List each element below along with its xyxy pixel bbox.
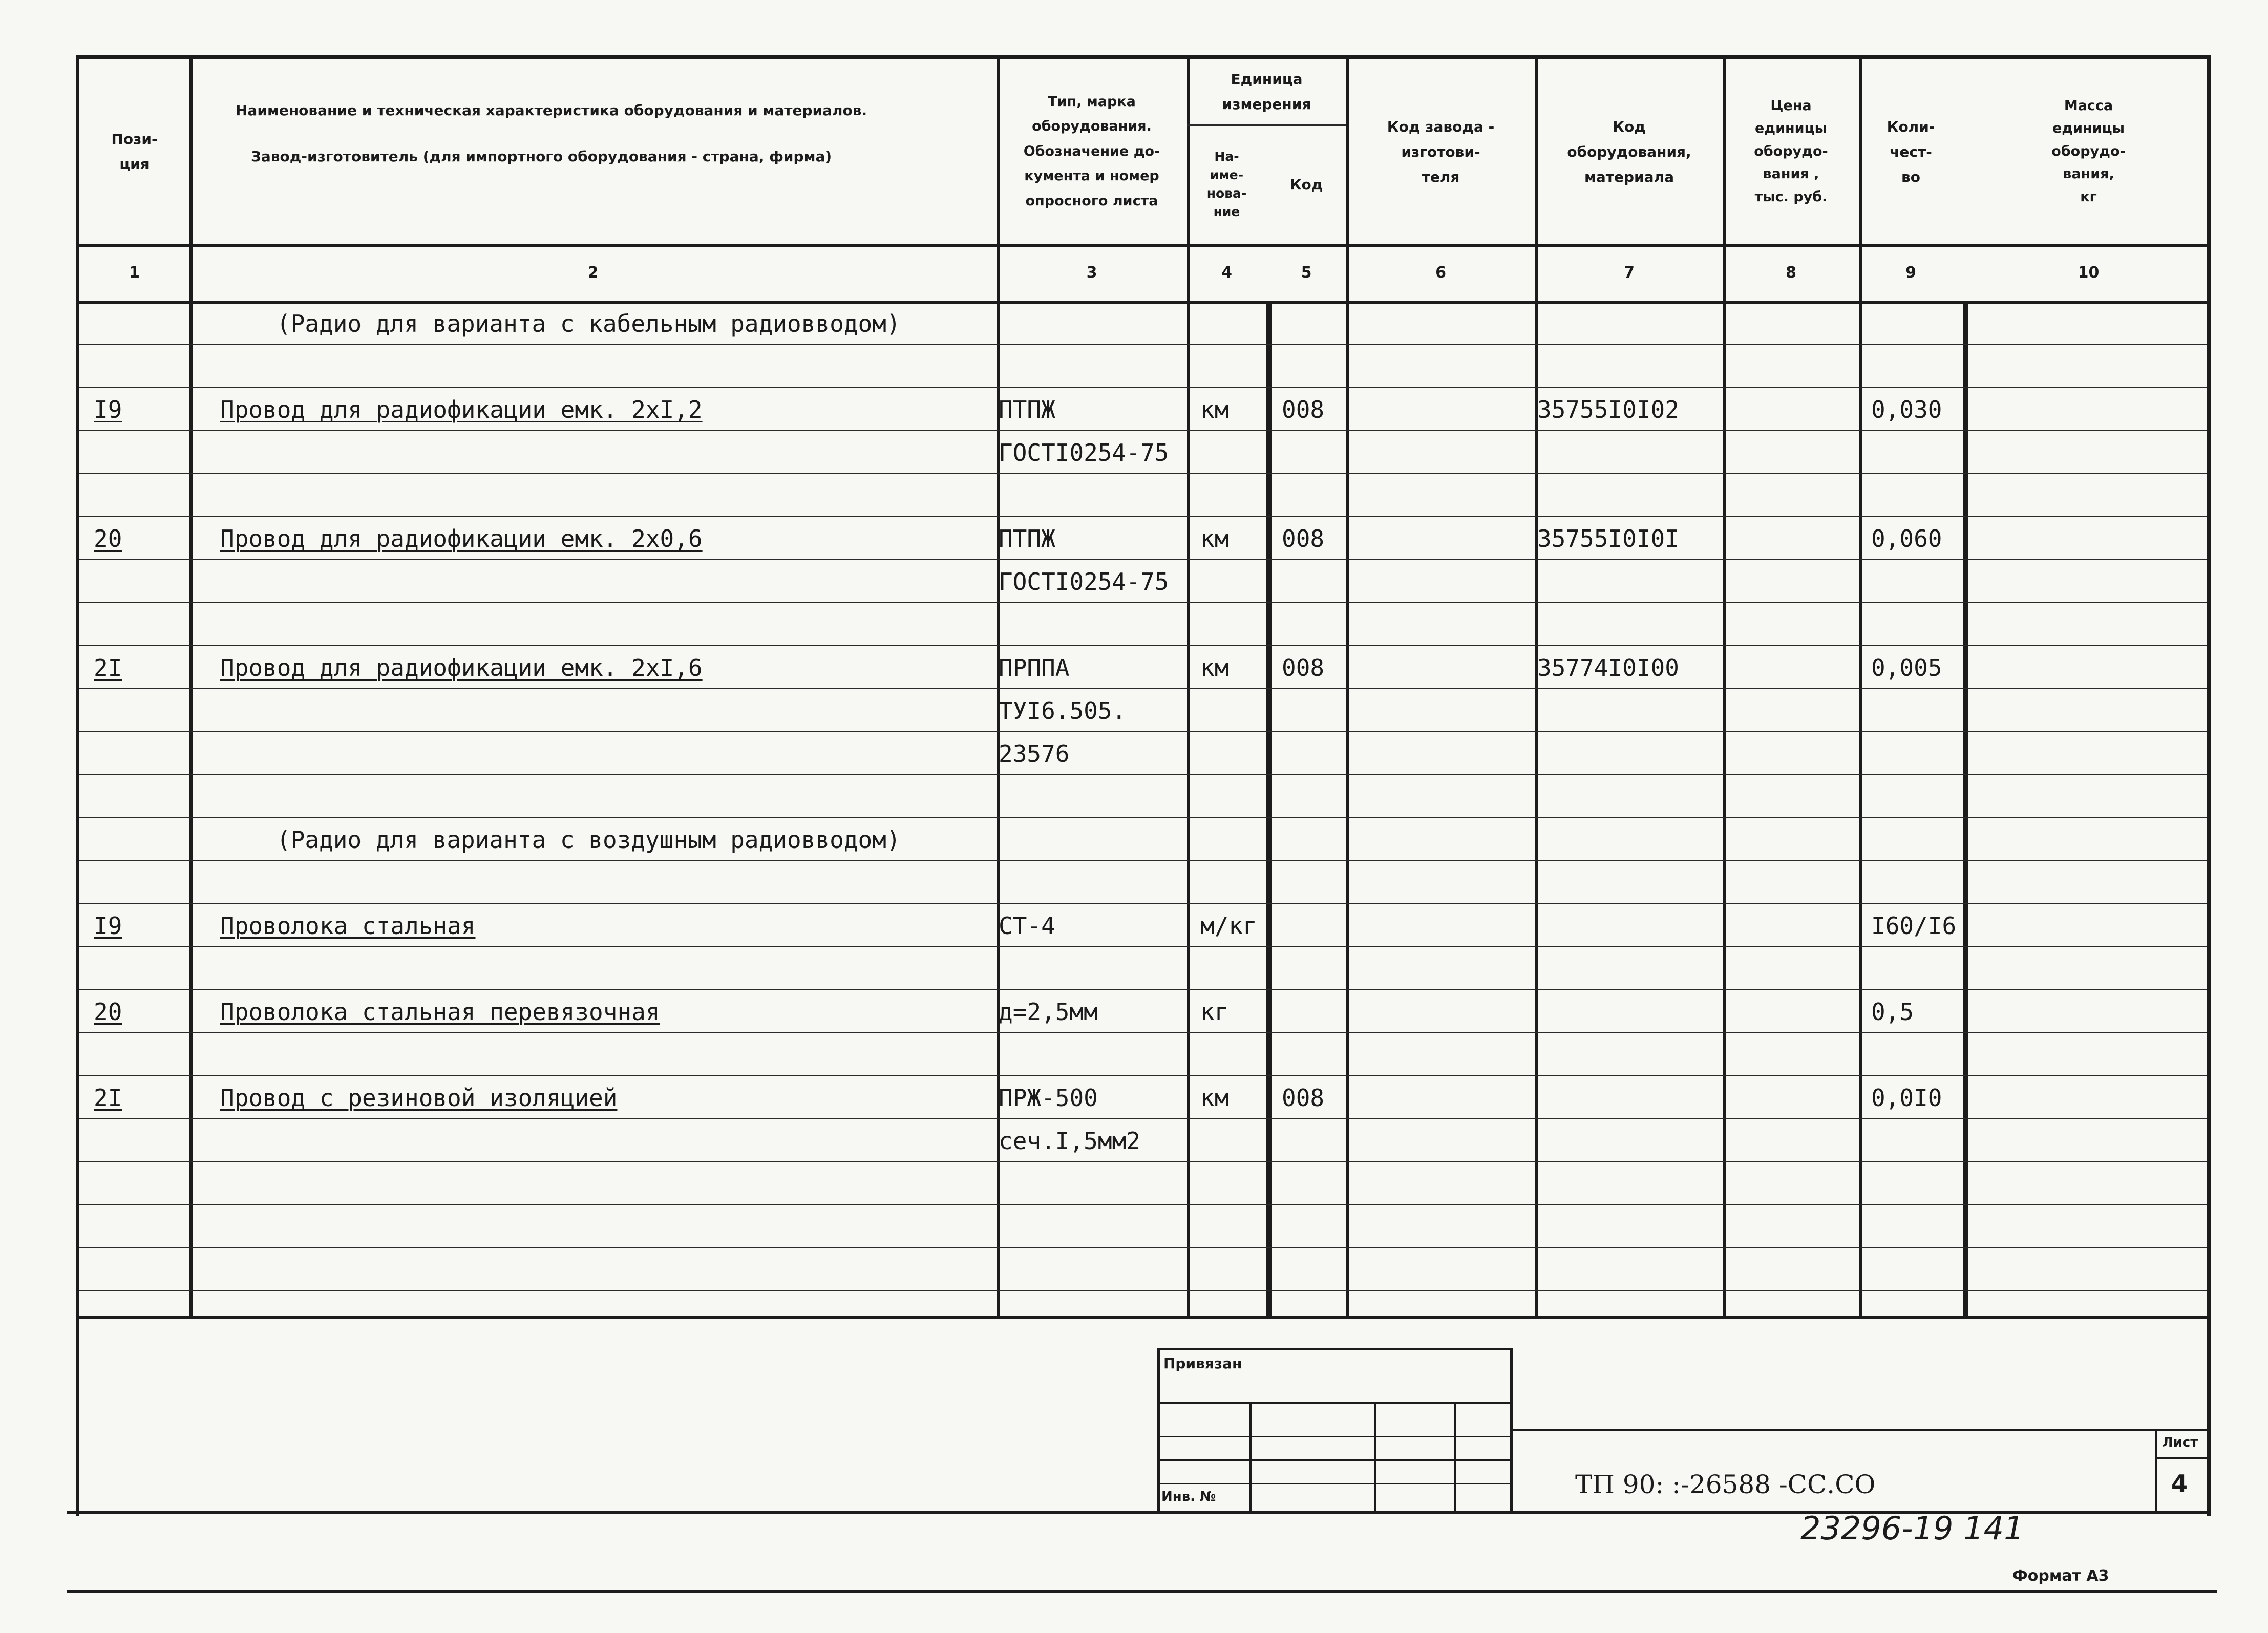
row-line xyxy=(79,516,2207,517)
name-cell: Проволока стальная перевязочная xyxy=(220,998,660,1026)
header-col9: Коли- чест- во xyxy=(1887,118,1935,185)
header-col7: Код оборудования, материала xyxy=(1567,118,1691,185)
quantity-cell: I60/I6 xyxy=(1871,912,1957,940)
column-divider xyxy=(1963,301,1968,1316)
header-col2-line2: Завод-изготовитель (для импортного оборудования - страна, фирма) xyxy=(251,147,832,165)
name-cell: Провод для радиофикации емк. 2x0,6 xyxy=(220,525,703,553)
row-line xyxy=(79,473,2207,474)
row-line xyxy=(79,1290,2207,1291)
frame-line xyxy=(1157,1348,1160,1511)
row-line xyxy=(79,1075,2207,1076)
header-col1: Пози- ция xyxy=(111,131,158,173)
column-number: 4 xyxy=(1221,263,1232,282)
quantity-cell: 0,060 xyxy=(1871,525,1942,553)
row-line xyxy=(79,946,2207,947)
type-cell: д=2,5мм xyxy=(999,998,1098,1026)
frame-line xyxy=(67,1590,2217,1593)
equipment-code-cell: 35774I0I00 xyxy=(1537,654,1679,682)
column-number: 8 xyxy=(1786,263,1796,282)
name-cell: (Радио для варианта с кабельным радиовводом) xyxy=(277,310,901,337)
header-col10: Масса единицы оборудо- вания, кг xyxy=(2051,97,2126,205)
frame-line xyxy=(2155,1457,2211,1459)
frame-line xyxy=(1157,1459,1513,1461)
position-cell: 2I xyxy=(94,654,122,682)
unit-code-cell: 008 xyxy=(1282,1084,1325,1112)
row-line xyxy=(79,1204,2207,1205)
row-line xyxy=(79,1161,2207,1162)
header-col5: Код xyxy=(1289,176,1323,193)
type-cell: СТ-4 xyxy=(999,912,1055,940)
frame-line xyxy=(1374,1402,1376,1511)
document-code: ТП 90: :-26588 -СС.СО xyxy=(1575,1470,1876,1499)
type-cell: ПТПЖ xyxy=(999,396,1055,423)
unit-name-cell: км xyxy=(1200,525,1229,553)
column-number: 6 xyxy=(1435,263,1446,282)
unit-code-cell: 008 xyxy=(1282,396,1325,423)
type-cell: ГОСТI0254-75 xyxy=(999,568,1169,596)
header-col2-line1: Наименование и техническая характеристика оборудования и материалов. xyxy=(236,101,867,119)
row-line xyxy=(79,387,2207,388)
name-cell: Проволока стальная xyxy=(220,912,476,940)
sheet-number: 4 xyxy=(2171,1470,2188,1497)
sheet-label: Лист xyxy=(2162,1435,2198,1450)
handwritten-number: 23296-19 141 xyxy=(1800,1510,2024,1547)
name-cell: Провод для радиофикации емк. 2xI,6 xyxy=(220,654,703,682)
frame-line xyxy=(1454,1402,1456,1511)
type-cell: ПТПЖ xyxy=(999,525,1055,553)
row-line xyxy=(79,602,2207,603)
equipment-code-cell: 35755I0I02 xyxy=(1537,396,1679,423)
header-col4: На- име- нова- ние xyxy=(1206,149,1247,220)
header-col8: Цена единицы оборудо- вания , тыс. руб. xyxy=(1754,97,1828,205)
name-cell: Провод для радиофикации емк. 2xI,2 xyxy=(220,396,703,423)
header-col6: Код завода - изготови- теля xyxy=(1387,118,1495,185)
attached-label: Привязан xyxy=(1163,1355,1242,1372)
row-line xyxy=(79,688,2207,689)
unit-code-cell: 008 xyxy=(1282,654,1325,682)
quantity-cell: 0,5 xyxy=(1871,998,1914,1026)
row-line xyxy=(79,989,2207,990)
type-cell: ТУI6.505. xyxy=(999,697,1127,725)
inv-number-label: Инв. № xyxy=(1161,1489,1216,1504)
unit-name-cell: км xyxy=(1200,654,1229,682)
unit-name-cell: м/кг xyxy=(1200,912,1257,940)
frame-line xyxy=(2207,1317,2211,1516)
format-label: Формат А3 xyxy=(2012,1567,2109,1585)
frame-line xyxy=(1513,1429,2211,1431)
column-number: 10 xyxy=(2078,263,2100,282)
spec-table xyxy=(76,55,2211,1319)
type-cell: 23576 xyxy=(999,740,1070,768)
quantity-cell: 0,0I0 xyxy=(1871,1084,1942,1112)
row-line xyxy=(79,860,2207,861)
name-cell: Провод с резиновой изоляцией xyxy=(220,1084,618,1112)
unit-code-cell: 008 xyxy=(1282,525,1325,553)
type-cell: ПРЖ-500 xyxy=(999,1084,1098,1112)
frame-line xyxy=(76,1317,79,1516)
position-cell: 2I xyxy=(94,1084,122,1112)
frame-line xyxy=(2155,1429,2157,1511)
row-line xyxy=(79,430,2207,431)
row-line xyxy=(79,1032,2207,1033)
type-cell: сеч.I,5мм2 xyxy=(999,1127,1140,1155)
type-cell: ПРППА xyxy=(999,654,1070,682)
frame-line xyxy=(1157,1402,1513,1404)
frame-line xyxy=(1157,1483,1513,1484)
row-line xyxy=(79,645,2207,646)
header-col3: Тип, марка оборудования. Обозначение до- кумента и номер опросного листа xyxy=(1023,93,1160,209)
frame-line xyxy=(1157,1436,1513,1437)
column-number: 9 xyxy=(1905,263,1916,282)
name-cell: (Радио для варианта с воздушным радиовводом) xyxy=(277,826,901,854)
quantity-cell: 0,030 xyxy=(1871,396,1942,423)
row-line xyxy=(79,774,2207,775)
position-cell: 20 xyxy=(94,525,122,553)
quantity-cell: 0,005 xyxy=(1871,654,1942,682)
row-line xyxy=(79,1118,2207,1119)
row-line xyxy=(79,903,2207,904)
frame-line xyxy=(1249,1402,1252,1511)
row-line xyxy=(79,559,2207,560)
unit-name-cell: км xyxy=(1200,396,1229,423)
row-line xyxy=(79,1247,2207,1248)
column-divider xyxy=(1266,301,1272,1316)
position-cell: 20 xyxy=(94,998,122,1026)
column-number: 5 xyxy=(1301,263,1312,282)
type-cell: ГОСТI0254-75 xyxy=(999,439,1169,466)
column-numbers-bottom-line xyxy=(79,301,2207,304)
equipment-code-cell: 35755I0I0I xyxy=(1537,525,1679,553)
row-line xyxy=(79,731,2207,732)
row-line xyxy=(79,344,2207,345)
frame-line xyxy=(1157,1348,1513,1350)
position-cell: I9 xyxy=(94,912,122,940)
column-number: 2 xyxy=(587,263,599,282)
unit-name-cell: кг xyxy=(1200,998,1229,1026)
column-number: 7 xyxy=(1624,263,1635,282)
row-line xyxy=(79,817,2207,818)
column-number: 3 xyxy=(1086,263,1097,282)
unit-name-cell: км xyxy=(1200,1084,1229,1112)
position-cell: I9 xyxy=(94,396,122,423)
column-number: 1 xyxy=(129,263,140,282)
header-col45_group: Единица измерения xyxy=(1222,71,1311,113)
